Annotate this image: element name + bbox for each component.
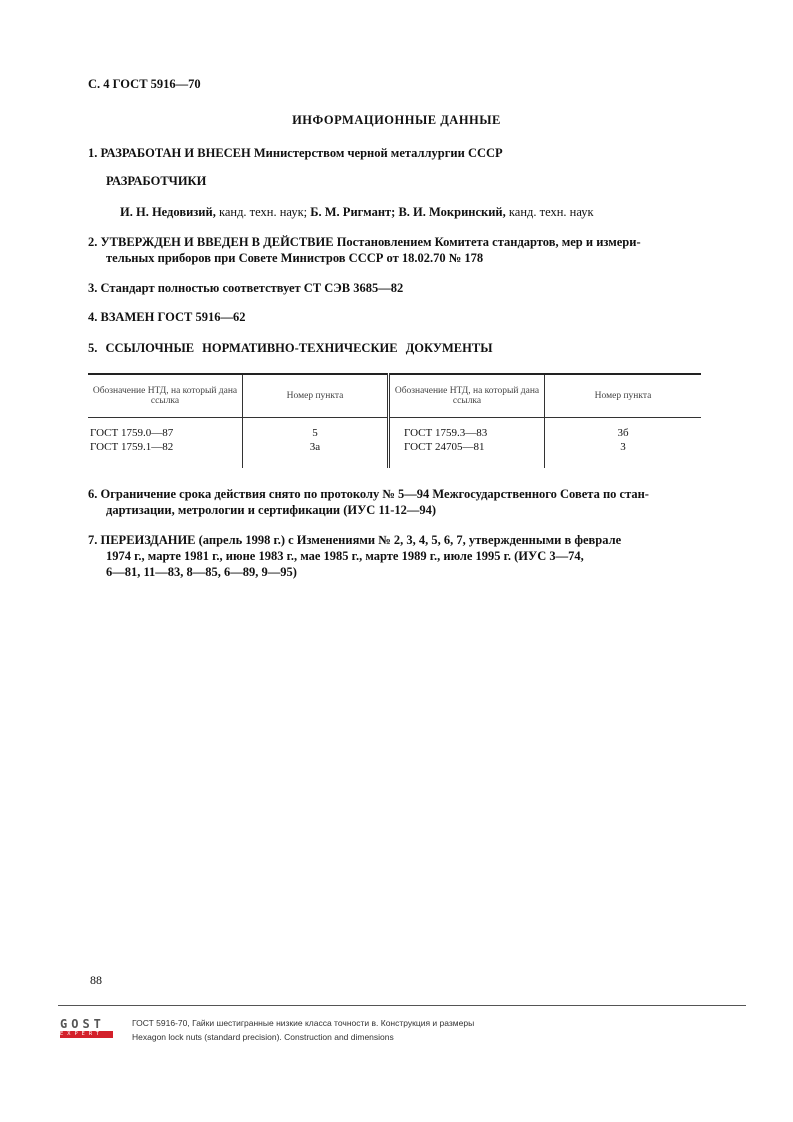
item-1-heading: 1. РАЗРАБОТАН И ВНЕСЕН: [88, 146, 251, 160]
item-4: 4. ВЗАМЕН ГОСТ 5916—62: [88, 310, 246, 324]
item-2-text: Постановлением Комитета стандартов, мер и измери-: [333, 235, 641, 249]
page-header: С. 4 ГОСТ 5916—70: [88, 77, 201, 91]
item-cell: 5: [312, 427, 318, 439]
item-7: [88, 532, 708, 580]
item-7-text-cont: 1974 г., марте 1981 г., июне 1983 г., мае 1985 г., марте 1989 г., июле 1995 г. (ИУС 3—74,: [106, 549, 584, 563]
footer-title-ru: ГОСТ 5916-70, Гайки шестигранные низкие класса точности в. Конструкция и размеры: [132, 1018, 475, 1028]
developers-label: РАЗРАБОТЧИКИ: [106, 174, 207, 188]
column-header: Номер пункта: [243, 374, 389, 418]
item-5: 5. ССЫЛОЧНЫЕ НОРМАТИВНО-ТЕХНИЧЕСКИЕ ДОКУМЕНТЫ: [88, 341, 493, 355]
section-title: ИНФОРМАЦИОННЫЕ ДАННЫЕ: [292, 113, 501, 127]
doc-cell: ГОСТ 24705—81: [404, 441, 485, 453]
page-number: 88: [90, 973, 102, 987]
table-row: [88, 418, 701, 469]
item-cell: 3: [620, 441, 626, 453]
author-degree: канд. техн. наук: [505, 205, 594, 219]
author-degree: канд. техн. наук;: [215, 205, 311, 219]
item-2: [88, 234, 703, 266]
doc-cell: ГОСТ 1759.1—82: [90, 441, 174, 453]
item-2-text-cont: тельных приборов при Совете Министров СССР от 18.02.70 № 178: [106, 251, 484, 265]
item-7-text-cont: 6—81, 11—83, 8—85, 6—89, 9—95): [106, 565, 297, 579]
item-6: [88, 486, 708, 518]
item-3: 3. Стандарт полностью соответствует СТ СЭВ 3685—82: [88, 281, 404, 295]
item-6-text-cont: дартизации, метрологии и сертификации (ИУС 11-12—94): [106, 503, 437, 517]
gost-expert-logo: GOST EXPERT: [60, 1018, 113, 1038]
developers-list: [120, 204, 594, 220]
item-cell: 3а: [309, 441, 321, 453]
references-table: [88, 373, 701, 468]
doc-cell: ГОСТ 1759.0—87: [90, 427, 174, 439]
column-header: Обозначение НТД, на который дана ссылка: [88, 374, 243, 418]
author: И. Н. Недовизий,: [120, 205, 216, 219]
column-header: Обозначение НТД, на который дана ссылка: [389, 374, 545, 418]
footer-title-en: Hexagon lock nuts (standard precision). Construction and dimensions: [132, 1032, 394, 1042]
author: Б. М. Ригмант; В. И. Мокринский,: [310, 205, 506, 219]
item-7-text: 7. ПЕРЕИЗДАНИЕ (апрель 1998 г.) с Изменениями № 2, 3, 4, 5, 6, 7, утвержденными в феврале: [88, 533, 622, 547]
footer-divider: [58, 1005, 746, 1006]
column-header: Номер пункта: [545, 374, 702, 418]
item-2-heading: 2. УТВЕРЖДЕН И ВВЕДЕН В ДЕЙСТВИЕ: [88, 235, 334, 249]
item-1: [88, 145, 503, 161]
table-header-row: [88, 374, 701, 418]
item-cell: 3б: [617, 427, 629, 439]
item-1-text: Министерством черной металлургии СССР: [250, 146, 503, 160]
doc-cell: ГОСТ 1759.3—83: [404, 427, 488, 439]
item-6-text: 6. Ограничение срока действия снято по протоколу № 5—94 Межгосударственного Совета по стан-: [88, 487, 649, 501]
